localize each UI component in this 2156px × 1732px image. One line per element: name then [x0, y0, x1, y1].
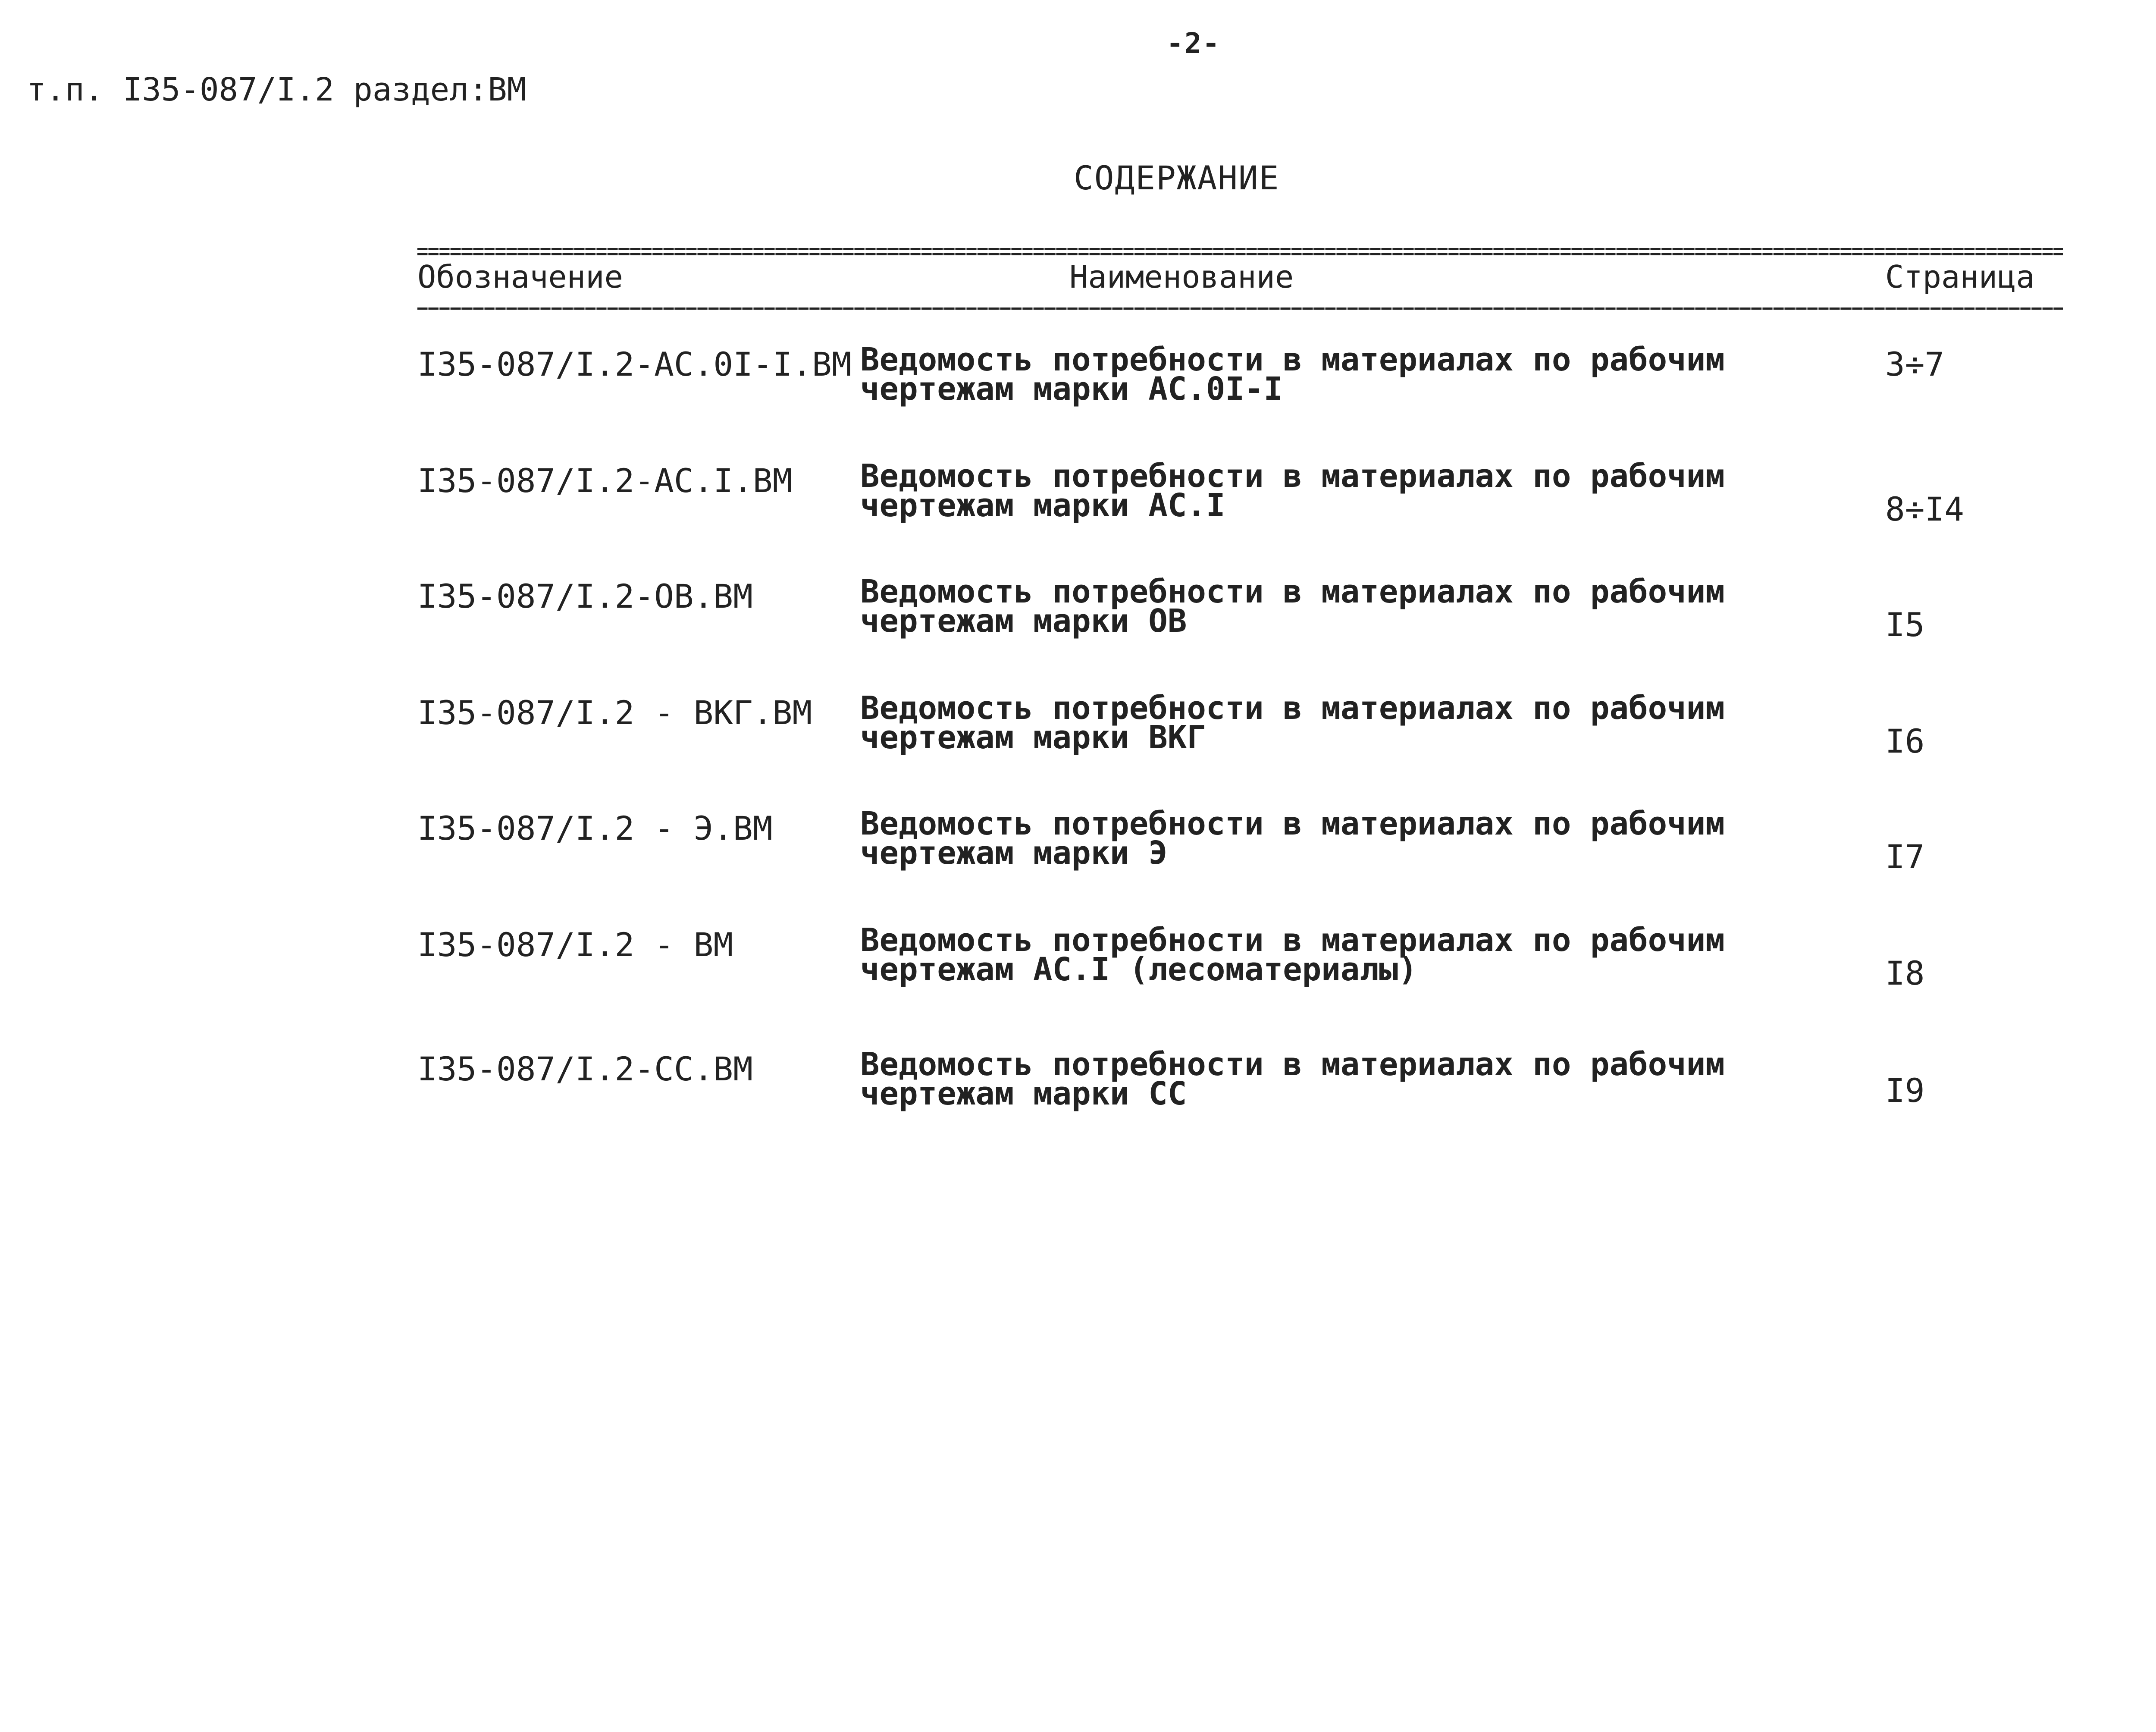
row-name-line2: чертежам марки ВКГ — [860, 719, 1206, 756]
table-header-bottom-rule — [417, 307, 2063, 310]
row-designation: I35-087/I.2-АС.0I-I.ВМ — [417, 345, 852, 383]
row-name-line1: Ведомость потребности в материалах по рабочим — [860, 690, 1725, 727]
row-name-line1: Ведомость потребности в материалах по рабочим — [860, 922, 1725, 959]
table-top-rule-double — [417, 253, 2063, 255]
row-page: I7 — [1885, 838, 1925, 876]
row-page: I9 — [1885, 1071, 1925, 1110]
table-row — [0, 1046, 2156, 1136]
row-name-line1: Ведомость потребности в материалах по рабочим — [860, 573, 1725, 610]
row-designation: I35-087/I.2-АС.I.ВМ — [417, 461, 793, 500]
row-designation: I35-087/I.2 - ВМ — [417, 926, 733, 964]
table-row — [0, 458, 2156, 548]
row-page: 3÷7 — [1885, 345, 1945, 383]
row-page: I6 — [1885, 722, 1925, 760]
row-name-line2: чертежам АС.I (лесоматериалы) — [860, 951, 1418, 988]
row-name-line2: чертежам марки АС.I — [860, 487, 1225, 524]
row-name-line1: Ведомость потребности в материалах по рабочим — [860, 458, 1725, 495]
row-name — [860, 1046, 1725, 1112]
column-header-name: Наименование — [1069, 259, 1294, 295]
row-name — [860, 922, 1725, 988]
row-page: 8÷I4 — [1885, 490, 1965, 528]
page-title: СОДЕРЖАНИЕ — [1074, 159, 1280, 197]
row-page: I8 — [1885, 954, 1925, 992]
row-name-line2: чертежам марки ОВ — [860, 602, 1187, 640]
page-number: -2- — [1166, 27, 1221, 60]
row-name-line2: чертежам марки Э — [860, 835, 1168, 872]
row-name-line1: Ведомость потребности в материалах по рабочим — [860, 805, 1725, 842]
row-designation: I35-087/I.2-СС.ВМ — [417, 1050, 753, 1088]
row-name — [860, 341, 1725, 408]
table-row — [0, 573, 2156, 663]
table-top-rule — [417, 248, 2063, 250]
row-name-line2: чертежам марки АС.0I-I — [860, 370, 1283, 408]
row-name-line1: Ведомость потребности в материалах по рабочим — [860, 341, 1725, 378]
row-name — [860, 458, 1725, 524]
row-name — [860, 690, 1725, 756]
table-row — [0, 690, 2156, 780]
table-row — [0, 922, 2156, 1012]
row-designation: I35-087/I.2 - Э.ВМ — [417, 809, 773, 847]
row-designation: I35-087/I.2 - ВКГ.ВМ — [417, 693, 812, 732]
row-name — [860, 805, 1725, 872]
table-row — [0, 805, 2156, 895]
column-header-designation: Обозначение — [417, 259, 623, 295]
row-name-line2: чертежам марки СС — [860, 1075, 1187, 1112]
column-header-page: Страница — [1885, 259, 2035, 295]
row-name — [860, 573, 1725, 640]
document-reference: т.п. I35-087/I.2 раздел:ВМ — [27, 71, 526, 108]
row-name-line1: Ведомость потребности в материалах по рабочим — [860, 1046, 1725, 1083]
row-designation: I35-087/I.2-ОВ.ВМ — [417, 577, 753, 615]
table-row — [0, 341, 2156, 431]
row-page: I5 — [1885, 606, 1925, 644]
